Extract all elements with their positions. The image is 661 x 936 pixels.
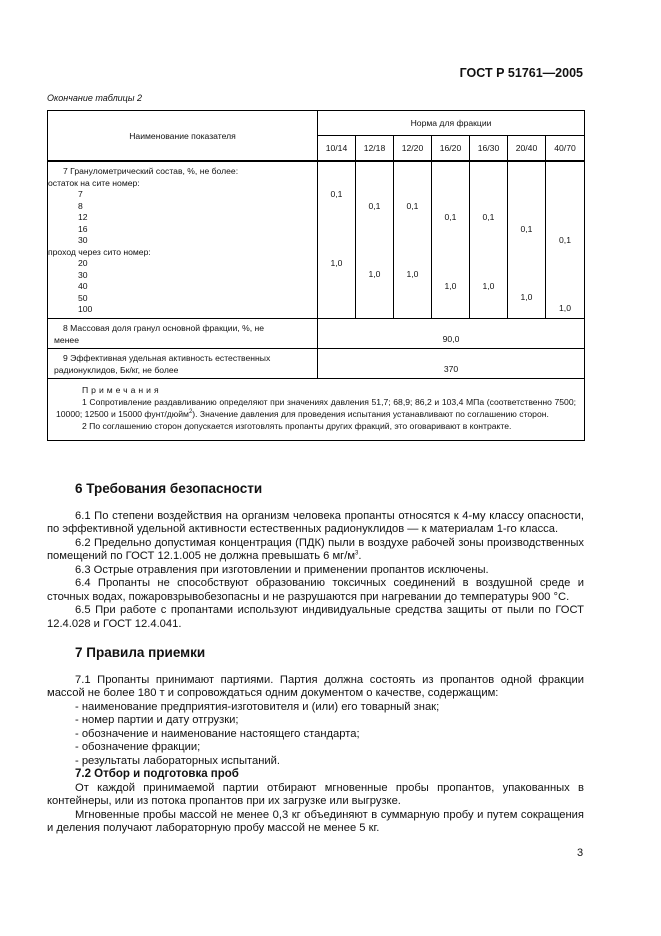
paragraph: От каждой принимаемой партии отбирают мгновенные пробы пропантов, упакованных в контейнеры, или из потока пропантов при их загрузке или выгрузке. — [47, 781, 584, 807]
residue-value: 0,1 — [559, 235, 571, 245]
value-cell-20-40 — [508, 161, 546, 318]
sieve-number: 30 — [78, 269, 88, 280]
paragraph: 6.1 По степени воздействия на организм человека пропанты относятся к 4-му классу опасности, по эффективной удельной активности естественных радионуклидов — к материалам 1-го класса. — [47, 509, 584, 535]
page-number: 3 — [577, 847, 584, 859]
pass-label: проход через сито номер: — [48, 246, 151, 257]
paragraph-text: 6.2 Предельно допустимая концентрация (ПДК) пыли в воздухе рабочей зоны производственных помещений по ГОСТ 12.1.005 не должна превышать 6 мг/м — [47, 536, 584, 562]
fraction-header: 16/30 — [470, 136, 508, 162]
value-cell-12-20 — [394, 161, 432, 318]
list-item: - результаты лабораторных испытаний. — [75, 754, 280, 767]
note-2: 2 По соглашению сторон допускается изготовлять пропанты других фракций, это оговаривают в контракте. — [82, 420, 512, 431]
paragraph — [47, 537, 584, 564]
document-code: ГОСТ Р 51761—2005 — [459, 66, 583, 80]
sieve-number: 12 — [78, 212, 88, 222]
row-value: 90,0 — [318, 318, 585, 348]
value-cell-12-18 — [356, 161, 394, 318]
residue-value: 0,1 — [444, 212, 457, 222]
sieve-number: 30 — [78, 235, 88, 245]
sieve-number: 8 — [78, 200, 83, 211]
pass-value: 1,0 — [482, 281, 495, 291]
row-name-line: 9 Эффективная удельная активность естественных — [63, 352, 271, 363]
pass-value: 1,0 — [406, 269, 419, 279]
value-cell-40-70 — [546, 161, 585, 318]
residue-value: 0,1 — [330, 189, 343, 199]
note-text: 1 Сопротивление раздавливанию определяют при значениях давления 51,7; 68,9; 86,2 и 103,4 МПа (соответственно 7500; 10000; 12500 и 15000 фунт/дюйм — [56, 396, 577, 419]
sieve-number: 20 — [78, 258, 88, 268]
section-6 — [47, 482, 584, 631]
row-name — [48, 318, 318, 348]
residue-value: 0,1 — [482, 212, 495, 222]
row-name-line: 8 Массовая доля гранул основной фракции, %, не — [63, 322, 265, 333]
row-name — [48, 348, 318, 378]
fraction-header: 40/70 — [546, 136, 585, 162]
pass-value: 1,0 — [520, 292, 533, 302]
row-name-line: менее — [54, 334, 79, 345]
value-cell-16-20 — [432, 161, 470, 318]
table-row-granulometry — [48, 161, 585, 318]
notes-title: Примечания — [82, 384, 162, 395]
note-text: ). Значение давления для проведения испытания устанавливают по соглашению сторон. — [192, 408, 549, 419]
fraction-header: 16/20 — [432, 136, 470, 162]
table-caption: Окончание таблицы 2 — [47, 93, 142, 103]
sieve-number: 50 — [78, 292, 88, 303]
paragraph: 6.3 Острые отравления при изготовлении и применении пропантов исключены. — [75, 563, 489, 576]
pass-value: 1,0 — [444, 281, 457, 291]
fraction-header: 12/20 — [394, 136, 432, 162]
table-row-main-fraction — [48, 318, 585, 348]
section-heading: 7 Правила приемки — [75, 645, 206, 660]
sieve-number: 7 — [78, 189, 83, 199]
column-header-name: Наименование показателя — [48, 111, 318, 162]
note-1 — [56, 396, 576, 420]
residue-value: 0,1 — [520, 224, 533, 234]
sieve-number: 16 — [78, 223, 88, 234]
table-notes — [48, 378, 585, 440]
column-header-norm: Норма для фракции — [318, 111, 585, 136]
residue-value: 0,1 — [406, 201, 419, 211]
pass-value: 1,0 — [368, 269, 381, 279]
row-value: 370 — [318, 348, 585, 378]
section-heading: 6 Требования безопасности — [75, 481, 263, 496]
superscript: 3 — [355, 550, 359, 557]
row-name-line: радионуклидов, Бк/кг, не более — [54, 364, 179, 375]
row-title: 7 Гранулометрический состав, %, не более: — [63, 166, 239, 176]
table-2 — [47, 110, 585, 441]
paragraph-text: . — [358, 550, 362, 562]
fraction-header: 20/40 — [508, 136, 546, 162]
pass-value: 1,0 — [330, 258, 343, 268]
row-name — [48, 161, 318, 318]
sieve-number: 40 — [78, 281, 88, 291]
paragraph: 7.1 Пропанты принимают партиями. Партия должна состоять из пропантов одной фракции массой не более 180 т и сопровождаться одним документом о качестве, содержащим: — [47, 673, 584, 699]
list-item: - обозначение и наименование настоящего стандарта; — [75, 727, 360, 740]
superscript: 2 — [188, 408, 193, 415]
paragraph: 6.5 При работе с пропантами используют индивидуальные средства защиты от пыли по ГОСТ 12.4.028 и ГОСТ 12.4.041. — [47, 604, 584, 630]
sieve-number: 100 — [78, 304, 93, 314]
table-notes-row — [48, 378, 585, 440]
list-item: - наименование предприятия-изготовителя и (или) его товарный знак; — [75, 700, 440, 713]
fraction-header: 10/14 — [318, 136, 356, 162]
list-item: - обозначение фракции; — [75, 741, 201, 753]
paragraph: 6.4 Пропанты не способствуют образованию токсичных соединений в воздушной среде и сточных водах, пожаровзрывобезопасны и не разрушаются при нагревании до температуры 900 °С. — [47, 577, 584, 603]
table-row-radioactivity — [48, 348, 585, 378]
value-cell-16-30 — [470, 161, 508, 318]
residue-label: остаток на сите номер: — [48, 177, 140, 188]
residue-value: 0,1 — [368, 201, 381, 211]
pass-value: 1,0 — [559, 303, 571, 313]
list-item: - номер партии и дату отгрузки; — [75, 714, 239, 726]
value-cell-10-14 — [318, 161, 356, 318]
fraction-header: 12/18 — [356, 136, 394, 162]
subsection-heading: 7.2 Отбор и подготовка проб — [75, 768, 239, 780]
paragraph: Мгновенные пробы массой не менее 0,3 кг объединяют в суммарную пробу и путем сокращения и деления получают лабораторную пробу массой не менее 5 кг. — [47, 808, 584, 834]
section-7 — [47, 646, 584, 836]
